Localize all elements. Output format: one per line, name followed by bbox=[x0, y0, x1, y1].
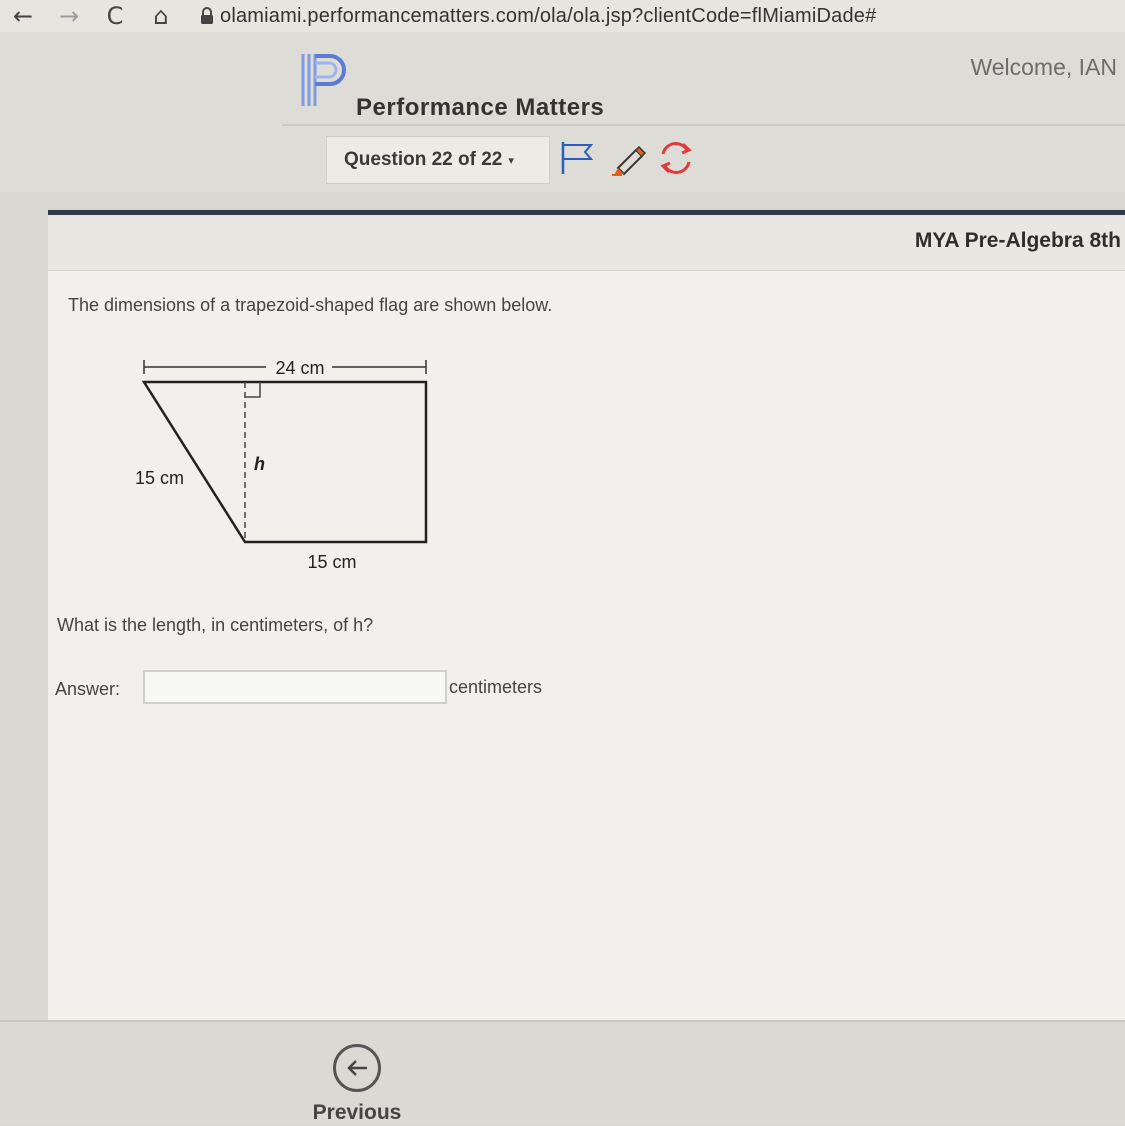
question-text: The dimensions of a trapezoid-shaped flag are shown below. bbox=[68, 295, 553, 315]
footer-bar bbox=[0, 1020, 1125, 1125]
question-selector[interactable] bbox=[326, 136, 550, 184]
question-panel bbox=[48, 215, 1125, 1020]
flag-icon[interactable] bbox=[560, 140, 596, 176]
performance-matters-logo bbox=[300, 52, 350, 108]
reload-button[interactable]: C bbox=[106, 2, 124, 30]
answer-input[interactable] bbox=[143, 670, 447, 704]
course-strip bbox=[48, 215, 1125, 271]
back-button[interactable]: ← bbox=[12, 2, 34, 30]
answer-label: Answer: bbox=[55, 679, 121, 699]
refresh-icon[interactable] bbox=[656, 140, 696, 176]
home-button[interactable]: ⌂ bbox=[153, 2, 169, 30]
trapezoid-figure bbox=[130, 350, 450, 580]
slant-side-label: 15 cm bbox=[135, 468, 185, 488]
app-header bbox=[0, 32, 1125, 192]
lock-icon bbox=[194, 7, 220, 25]
address-bar[interactable]: olamiami.performancematters.com/ola/ola.jsp?clientCode=flMiamiDade# bbox=[220, 4, 877, 27]
previous-button[interactable] bbox=[300, 1044, 414, 1126]
answer-unit: centimeters bbox=[449, 677, 543, 697]
question-selector-label: Question 22 of 22 bbox=[344, 149, 503, 170]
browser-toolbar bbox=[0, 0, 1125, 32]
top-dimension-label: 24 cm bbox=[275, 358, 325, 378]
header-divider bbox=[282, 124, 1125, 126]
question-prompt: What is the length, in centimeters, of h? bbox=[57, 615, 374, 635]
chevron-down-icon: ▾ bbox=[508, 153, 514, 167]
bottom-dimension-label: 15 cm bbox=[307, 552, 357, 572]
course-name: MYA Pre-Algebra 8th bbox=[914, 229, 1121, 252]
forward-button[interactable]: → bbox=[58, 2, 80, 30]
height-label: h bbox=[254, 454, 265, 474]
pencil-icon[interactable] bbox=[610, 140, 646, 176]
app-title: Performance Matters bbox=[356, 94, 605, 121]
welcome-text: Welcome, IAN bbox=[970, 54, 1117, 80]
arrow-left-circle-icon bbox=[333, 1044, 381, 1092]
previous-label: Previous bbox=[312, 1101, 402, 1124]
